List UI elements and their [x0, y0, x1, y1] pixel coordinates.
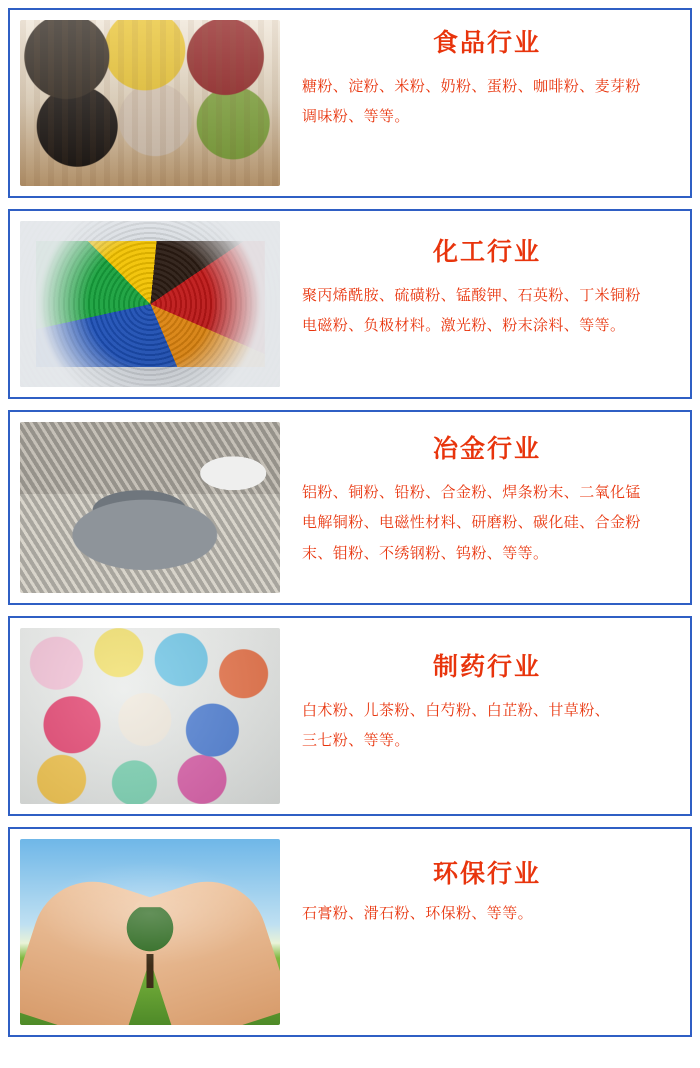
- thumbnail-wrapper: [10, 412, 280, 603]
- thumbnail-wrapper: [10, 10, 280, 196]
- section-card-metallurgy: [8, 410, 692, 605]
- section-title: 冶金行业: [432, 435, 541, 463]
- description-line: 调味粉、等等。: [302, 108, 410, 126]
- section-body: [280, 211, 690, 352]
- thumbnail-wrapper: [10, 618, 280, 814]
- section-description: [302, 72, 672, 134]
- left-hand-shape: [20, 866, 168, 1025]
- metal-gravel-photo: [20, 422, 280, 593]
- section-body: [280, 618, 690, 767]
- section-title: 食品行业: [432, 29, 541, 57]
- section-body: [280, 829, 690, 939]
- section-description: [302, 478, 672, 570]
- description-line: 白术粉、儿茶粉、白芍粉、白芷粉、甘草粉、: [302, 701, 611, 719]
- description-line: 聚丙烯酰胺、硫磺粉、锰酸钾、石英粉、丁米铜粉: [302, 286, 641, 304]
- thumbnail-wrapper: [10, 829, 280, 1035]
- description-line: 铝粉、铜粉、铅粉、合金粉、焊条粉末、二氧化锰: [302, 483, 641, 501]
- section-body: [280, 412, 690, 580]
- section-card-pharmaceutical: [8, 616, 692, 816]
- description-line: 三七粉、等等。: [302, 732, 410, 750]
- hands-heart-tree-photo: [20, 839, 280, 1025]
- section-description: [302, 696, 672, 758]
- section-title: 化工行业: [432, 238, 541, 266]
- section-body: [280, 10, 690, 143]
- section-card-environmental: [8, 827, 692, 1037]
- section-card-chemical: [8, 209, 692, 399]
- chemical-granules-photo: [20, 221, 280, 387]
- section-title: 环保行业: [432, 860, 541, 888]
- section-title: 制药行业: [432, 653, 541, 681]
- description-line: 末、钼粉、不绣钢粉、钨粉、等等。: [302, 545, 549, 562]
- description-line: 电解铜粉、电磁性材料、研磨粉、碳化硅、合金粉: [302, 514, 641, 532]
- tree-icon: [122, 907, 178, 959]
- food-grains-photo: [20, 20, 280, 186]
- section-description: [302, 899, 672, 930]
- tree-trunk-shape: [147, 954, 154, 988]
- description-line: 石膏粉、滑石粉、环保粉、等等。: [302, 904, 534, 922]
- hands-shape: [20, 839, 280, 1025]
- description-line: 糖粉、淀粉、米粉、奶粉、蛋粉、咖啡粉、麦芽粉: [302, 77, 641, 95]
- pills-capsules-photo: [20, 628, 280, 804]
- description-line: 电磁粉、负极材料。激光粉、粉末涂料、等等。: [302, 317, 626, 335]
- section-description: [302, 281, 672, 343]
- right-hand-shape: [132, 866, 280, 1025]
- section-card-food: [8, 8, 692, 198]
- thumbnail-wrapper: [10, 211, 280, 397]
